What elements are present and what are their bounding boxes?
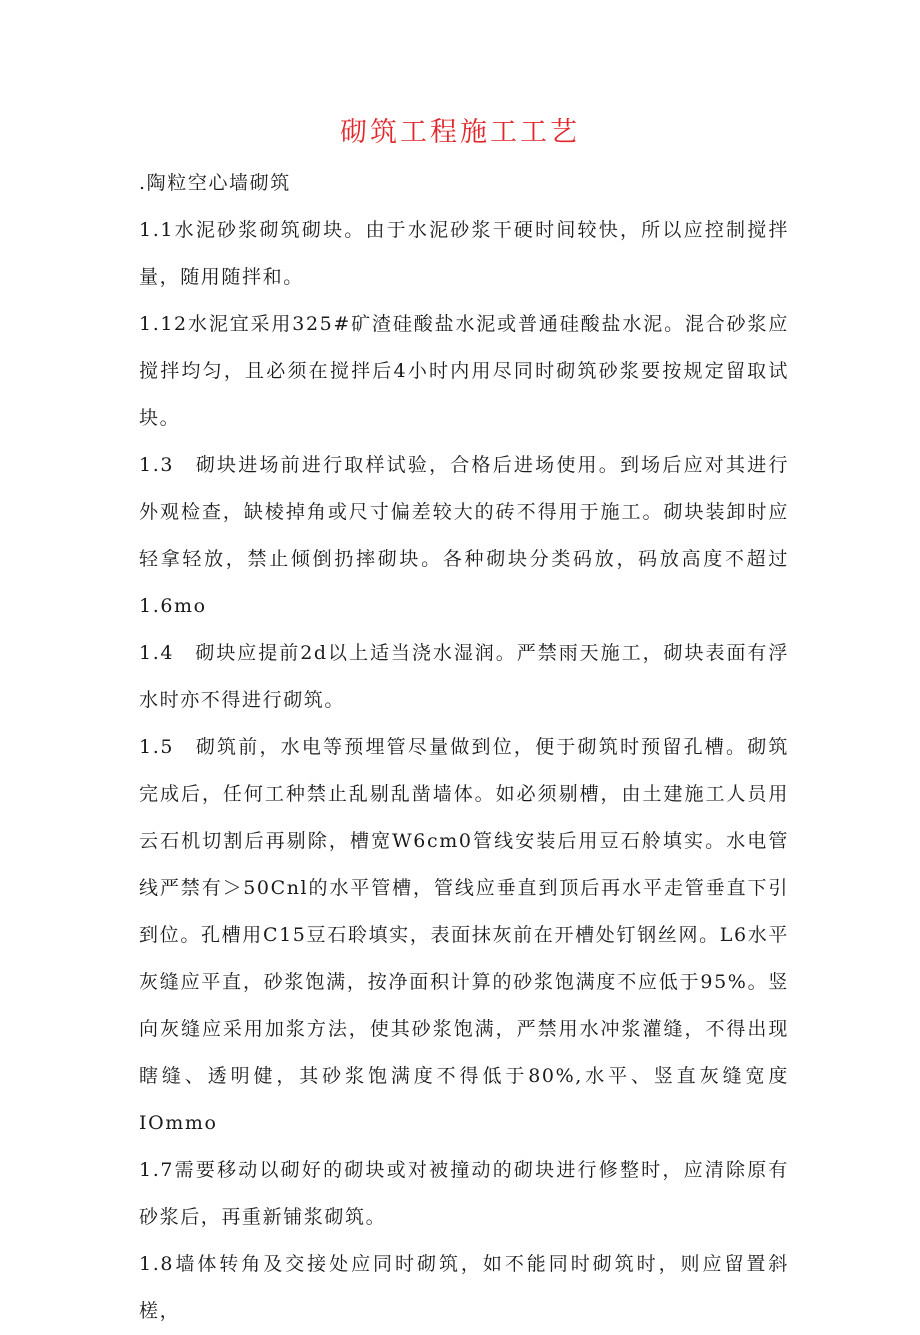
paragraph-1-3: 1.3 砌块进场前进行取样试验，合格后进场使用。到场后应对其进行外观检查，缺棱掉角或尺寸偏差较大的砖不得用于施工。砌块装卸时应轻拿轻放，禁止倾倒扔摔砌块。各种砌块分类码放，码放高度不超过1.6mo xyxy=(139,454,789,617)
paragraph-1-1: 1.1水泥砂浆砌筑砌块。由于水泥砂浆干硬时间较快，所以应控制搅拌量，随用随拌和。 xyxy=(139,219,789,288)
section-heading: .陶粒空心墙砌筑 xyxy=(139,172,291,194)
paragraph-1-8: 1.8墙体转角及交接处应同时砌筑，如不能同时砌筑时，则应留置斜槎， xyxy=(139,1253,789,1322)
document-body xyxy=(139,160,789,1335)
document-title: 砌筑工程施工工艺 xyxy=(340,117,580,148)
paragraph-1-5: 1.5 砌筑前，水电等预埋管尽量做到位，便于砌筑时预留孔槽。砌筑完成后，任何工种禁止乱剔乱凿墙体。如必须剔槽，由土建施工人员用云石机切割后再剔除，槽宽W6cm0管线安装后用豆石舲填实。水电管线严禁有＞50Cnl的水平管槽，管线应垂直到顶后再水平走管垂直下引到位。孔槽用C15豆石聆填实，表面抹灰前在开槽处钉钢丝网。L6水平灰缝应平直，砂浆饱满，按净面积计算的砂浆饱满度不应低于95%。竖向灰缝应采用加浆方法，使其砂浆饱满，严禁用水冲浆灌缝，不得出现瞎缝、透明健，其砂浆饱满度不得低于80%,水平、竖直灰缝宽度IOmmo xyxy=(139,736,789,1134)
paragraph-1-7: 1.7需要移动以砌好的砌块或对被撞动的砌块进行修整时，应清除原有砂浆后，再重新铺浆砌筑。 xyxy=(139,1159,789,1228)
paragraph-1-4: 1.4 砌块应提前2d以上适当浇水湿润。严禁雨天施工，砌块表面有浮水时亦不得进行砌筑。 xyxy=(139,642,789,711)
paragraph-1-12: 1.12水泥宜采用325#矿渣硅酸盐水泥或普通硅酸盐水泥。混合砂浆应搅拌均匀，且必须在搅拌后4小时内用尽同时砌筑砂浆要按规定留取试块。 xyxy=(139,313,789,429)
